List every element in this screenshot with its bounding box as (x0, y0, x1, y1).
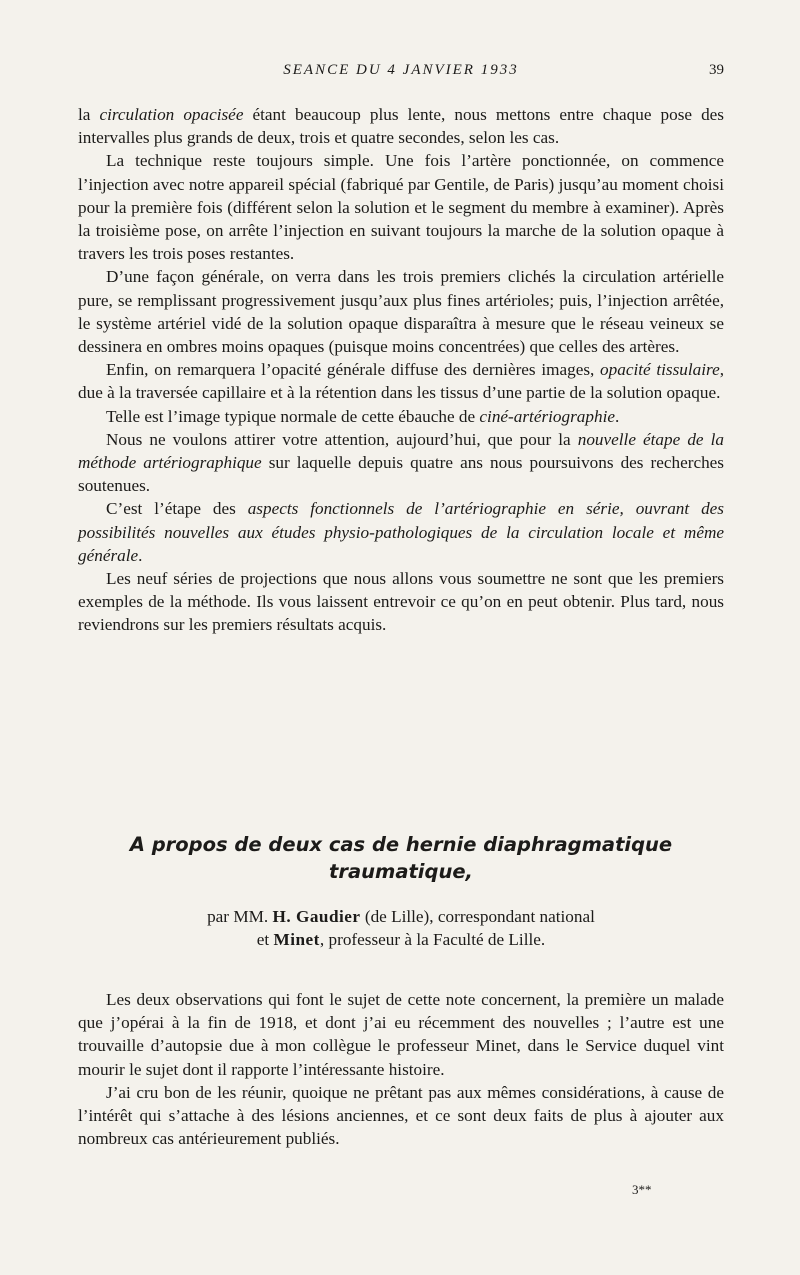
page-header (78, 62, 724, 86)
paragraph-1: la circulation opacisée étant beaucoup plus lente, nous mettons entre chaque pose des intervalles plus grands de deux, trois et quatre secondes, selon les cas. (78, 105, 724, 148)
authors-line-1: par MM. H. Gaudier (de Lille), correspondant national (207, 907, 595, 926)
italic-term: nouvelle étape de la méthode artériographique (78, 429, 725, 473)
author-name: H. Gaudier (272, 907, 361, 926)
paragraph-8: Les neuf séries de projections que nous allons vous soumettre ne sont que les premiers exemples de la méthode. Ils vous laissent entrevoir ce qu’on en peut obtenir. Plus tard, nous reviendrons sur les premiers résultats acquis. (78, 569, 724, 635)
page-number: 39 (709, 62, 724, 78)
italic-term: opacité tissulaire (600, 360, 720, 380)
paragraph-3: D’une façon générale, on verra dans les trois premiers clichés la circulation artérielle pure, se remplissant progressivement jusqu’aux plus fines artérioles; puis, l’injection arrêtée, le système artériel vidé de la solution opaque disparaîtra à mesure que le réseau veineux se dessinera en ombres moins opaques (puisque moins concentrées) que celles des artères. (78, 267, 724, 357)
italic-term: circulation opacisée (99, 105, 244, 124)
body-text (78, 103, 724, 637)
paragraph-4: Enfin, on remarquera l’opacité générale diffuse des dernières images, opacité tissulaire, due à la traversée capillaire et à la rétention dans les tissus d’une partie de la solution opaque. (78, 360, 725, 403)
article-title-line-1: A propos de deux cas de hernie diaphragmatique (129, 833, 673, 856)
paragraph-5: Telle est l’image typique normale de cette ébauche de ciné-artériographie. (106, 406, 620, 426)
italic-term: aspects fonctionnels de l’artériographie en série, ouvrant des possibilités nouvelles aux études physio-pathologiques de la circulation locale et même générale (78, 499, 724, 565)
article-paragraph-1: Les deux observations qui font le sujet de cette note concernent, la première un malade que j’opérai à la fin de 1918, et dont j’ai eu récemment des nouvelles ; l’autre est une trouvaille d’autopsie due à mon collègue le professeur Minet, dans le Service duquel vint mourir le sujet dont il rapporte l’intéressante histoire. (78, 990, 724, 1079)
article-paragraph-2: J’ai cru bon de les réunir, quoique ne prêtant pas aux mêmes considérations, à cause de l’intérêt qui s’attache à des lésions anciennes, et ce sont deux faits de plus à ajouter aux nombreux cas antérieurement publiés. (78, 1082, 724, 1149)
author-name: Minet (273, 930, 320, 950)
article-title-line-2: traumatique, (329, 860, 473, 883)
running-title: SEANCE DU 4 JANVIER 1933 (283, 62, 519, 78)
article-title (78, 831, 724, 885)
paragraph-7: C’est l’étape des aspects fonctionnels de l’artériographie en série, ouvrant des possibilités nouvelles aux études physio-pathologiques de la circulation locale et même générale. (78, 499, 724, 565)
paragraph-6: Nous ne voulons attirer votre attention, aujourd’hui, que pour la nouvelle étape de la méthode artériographique sur laquelle depuis quatre ans nous poursuivons des recherches soutenues. (78, 429, 725, 496)
authors-line-2: et Minet, professeur à la Faculté de Lille. (256, 930, 546, 950)
signature-mark: 3** (632, 1182, 652, 1197)
italic-term: ciné-artériographie (479, 406, 615, 426)
article-authors (78, 905, 724, 952)
article-body (78, 988, 724, 1150)
paragraph-2: La technique reste toujours simple. Une fois l’artère ponctionnée, on commence l’injection avec notre appareil spécial (fabriqué par Gentile, de Paris) jusqu’au moment choisi pour la première fois (différent selon la solution et le segment du membre à examiner). Après la troisième pose, on arrête l’injection en suivant toujours la marche de la solution opaque à travers les trois poses restantes. (78, 151, 724, 264)
